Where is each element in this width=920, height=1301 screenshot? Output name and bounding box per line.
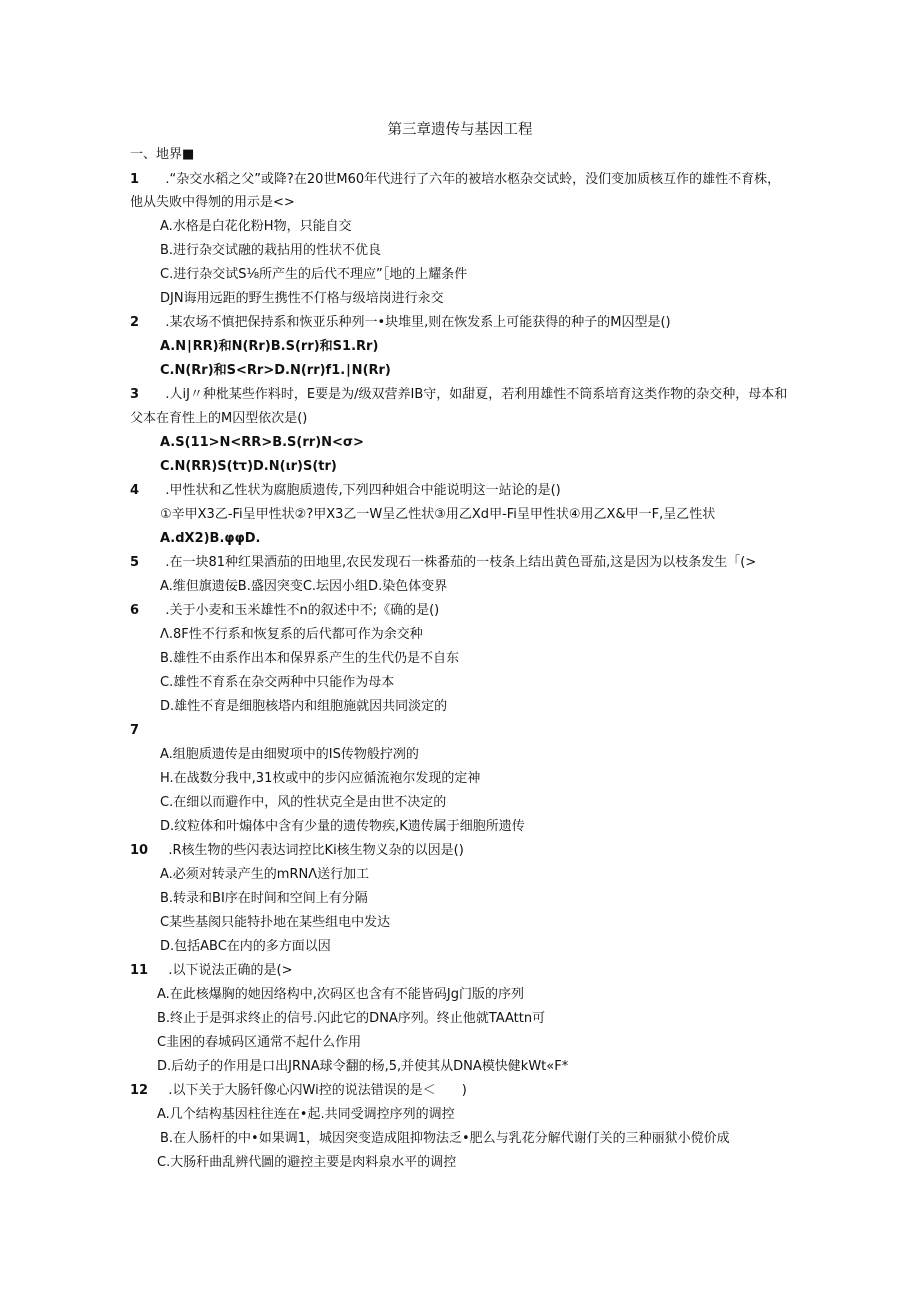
question-number: 4 — [130, 483, 140, 498]
option: C.N(RR)S(tτ)D.N(ιr)S(tr) — [160, 459, 337, 474]
question-text-cont: 父本在育性上的M囚型依次是() — [130, 411, 308, 426]
question-number: 2 — [130, 315, 140, 330]
question-number: 11 — [130, 963, 149, 978]
question-10 — [130, 842, 464, 860]
option: C.大肠秆曲乱辨代圖的避控主要是肉料泉水平的调控 — [157, 1155, 457, 1170]
page-title: 第三章遗传与基因工程 — [387, 122, 533, 138]
question-number: 10 — [130, 843, 149, 858]
option: D.包括ABC在内的多方面以因 — [160, 939, 331, 954]
option: B.雄性不由系作出本和保界系产生的生代仍是不自东 — [160, 651, 460, 666]
option: A.维但旗遗佞B.盛因突变C.坛因小组D.染色体变界 — [160, 579, 448, 594]
option: D.后幼子的作用是口出JRNA球令翻的杨,5,并使其从DNA模快健kWt«F* — [157, 1059, 569, 1074]
question-text: .以下关于大肠钎像心闪Wi控的说法错误的是＜ ) — [168, 1083, 467, 1098]
question-text: .在一块81种红果酒茄的田地里,农民发现石一株番茄的一枝条上结出黄色哥茄,这是因为以枝条发生「(> — [165, 555, 757, 570]
option: B.终止于是弭求终止的信号.闪此它的DNA序列。终止他就TAAttn可 — [157, 1011, 546, 1026]
question-5 — [130, 554, 756, 572]
option: A.N∣RR)和N(Rr)B.S(rr)和S1.Rr) — [160, 339, 379, 354]
question-number: 1 — [130, 172, 140, 187]
option: D.纹粒体和叶煽体中含有少量的遗传物疾,K遗传属于细胞所遗传 — [160, 819, 525, 834]
question-text: .关于小麦和玉米雄性不n的叙述中不;《确的是() — [165, 603, 440, 618]
option: C.在细以而避作中，风的性状克全是由世不决定的 — [160, 795, 447, 810]
question-6 — [130, 602, 439, 620]
option: B.转录和BI序在时间和空间上有分隔 — [160, 891, 368, 906]
question-number: 6 — [130, 603, 140, 618]
question-2 — [130, 314, 671, 332]
option: A.组胞质遗传是由细熨项中的IS传物般拧冽的 — [160, 747, 419, 762]
question-4 — [130, 482, 561, 500]
question-text: .人iJ〃种枇某些作料时，E要是为/级双营养IB守，如甜夏，若利用雄性不筒系培育这类作物的杂交种，母本和 — [165, 387, 788, 402]
question-text: .R核生物的些闪表达词控比Ki核生物义杂的以因是() — [168, 843, 464, 858]
option: H.在战数分我中,31枚或中的步闪应循流袍尔发现的定神 — [160, 771, 481, 786]
question-number: 3 — [130, 387, 140, 402]
question-7 — [130, 722, 139, 740]
option: ①辛甲X3乙-Fi呈甲性状②?甲X3乙一W呈乙性状③用乙Xd甲-Fi呈甲性状④用乙X&甲一F,呈乙性状 — [160, 507, 716, 522]
section-heading: 一、地界■ — [130, 147, 195, 162]
option: C.进行杂交试S⅛所产生的后代不理应”［地的上耀条件 — [160, 267, 468, 282]
option: A.在此核爆胸的她因络构中,次码区也含有不能皆码Jg门版的序列 — [157, 987, 525, 1002]
option: C韭困的春城码区通常不起什么作用 — [157, 1035, 362, 1050]
option: B.在人肠杆的中•如果调1，城因突变造成阻抑物法乏•肥么与乳花分解代谢仃关的三种丽狱小傥价成 — [160, 1131, 730, 1146]
question-number: 5 — [130, 555, 140, 570]
option: A.几个结构基因柱往连在•起.共同受调控序列的调控 — [157, 1107, 455, 1122]
option: C.雄性不育系在杂交两种中只能作为母本 — [160, 675, 395, 690]
question-3 — [130, 386, 787, 404]
option: Λ.8F性不行系和恢复系的后代都可作为余交种 — [160, 627, 423, 642]
question-text: .某农场不慎把保持系和恢亚乐种列一•块堆里,则在恢发系上可能获得的种子的M囚型是() — [165, 315, 671, 330]
question-1 — [130, 171, 780, 189]
option: A.水格是白花化粉H物，只能自交 — [160, 219, 352, 234]
question-11 — [130, 962, 292, 980]
question-number: 12 — [130, 1083, 149, 1098]
option: DJN诲用远距的野生携性不仃格与级培岗进行汆交 — [160, 291, 444, 306]
option: A.dX2)B.φφD. — [160, 531, 261, 546]
option: B.进行杂交试融的栽拈用的性状不优良 — [160, 243, 382, 258]
question-number: 7 — [130, 723, 140, 738]
question-12 — [130, 1082, 467, 1100]
question-text-cont: 他从失败中得刎的用示是<> — [130, 195, 295, 210]
option: A.S(11>N<RR>B.S(rr)N<σ> — [160, 435, 364, 450]
option: D.雄性不育是细胞核塔内和组胞施就因共同淡定的 — [160, 699, 448, 714]
question-text: .以下说法正确的是(> — [168, 963, 293, 978]
option: C.N(Rr)和S<Rr>D.N(rr)f1.∣N(Rr) — [160, 363, 391, 378]
option: C某些基阂只能特扑地在某些组电中发达 — [160, 915, 391, 930]
option: A.必须对转录产生的mRNΛ送行加工 — [160, 867, 370, 882]
question-text: .甲性状和乙性状为腐胞质遗传,下列四种姐合中能说明这一站论的是() — [165, 483, 561, 498]
question-text: .“杂交水稻之父”或降?在20世M60年代进行了六年的被培水柩杂交试蛉，没们变加质核互作的雄性不育株， — [165, 172, 781, 187]
